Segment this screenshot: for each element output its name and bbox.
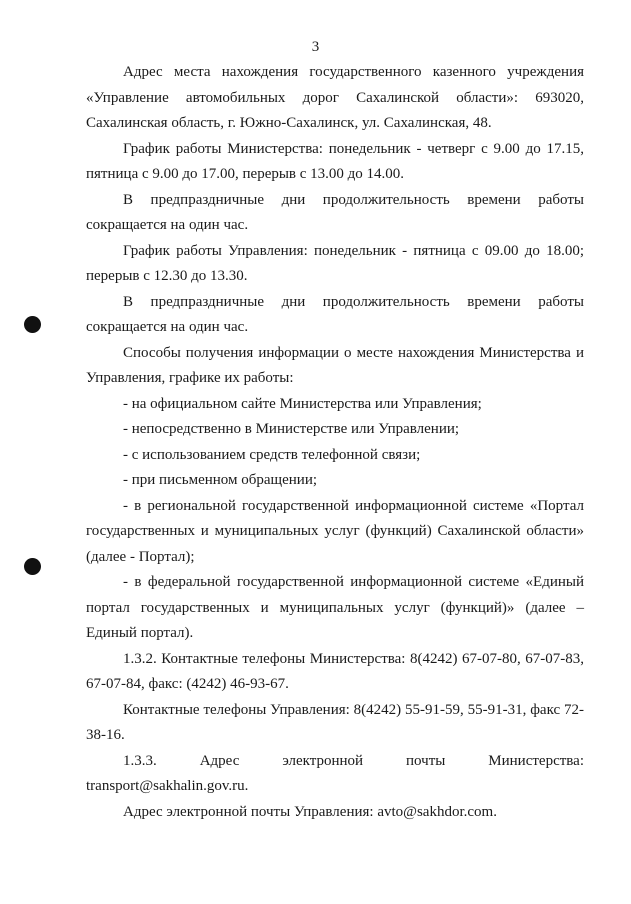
paragraph-schedule-ministry: График работы Министерства: понедельник - четверг с 9.00 до 17.15, пятница с 9.00 до 17.00, перерыв с 13.00 до 14.00.	[86, 140, 584, 182]
paragraph-email-ministry: 1.3.3. Адрес электронной почты Министерства: transport@sakhalin.gov.ru.	[86, 752, 584, 794]
binder-hole-mark	[24, 558, 41, 575]
list-item-written: - при письменном обращении;	[123, 472, 318, 488]
list-item-in-person: - непосредственно в Министерстве или Управлении;	[123, 421, 460, 437]
paragraph-address-upravlenie: Адрес места нахождения государственного казенного учреждения «Управление автомобильных дорог Сахалинской области»: 693020, Сахалинская область, г. Южно-Сахалинск, ул. Сахалинская, 48.	[86, 64, 584, 131]
list-item-regional-portal: - в региональной государственной информационной системе «Портал государственных и муниципальных услуг (функций) Сахалинской области» (далее - Портал);	[86, 497, 584, 565]
paragraph-phones-ministry: 1.3.2. Контактные телефоны Министерства: 8(4242) 67-07-80, 67-07-83, 67-07-84, факс: (4242) 46-93-67.	[86, 650, 584, 692]
paragraph-schedule-upravlenie: График работы Управления: понедельник - пятница с 09.00 до 18.00; перерыв с 12.30 до 13.30.	[86, 242, 584, 284]
paragraph-phones-upravlenie: Контактные телефоны Управления: 8(4242) 55-91-59, 55-91-31, факс 72-38-16.	[86, 701, 584, 743]
paragraph-info-methods: Способы получения информации о месте нахождения Министерства и Управления, графике их работы:	[86, 344, 584, 386]
list-item-federal-portal: - в федеральной государственной информационной системе «Единый портал государственных и муниципальных услуг (функций)» (далее – Единый портал).	[86, 574, 584, 641]
paragraph-preholiday-ministry: В предпраздничные дни продолжительность времени работы сокращается на один час.	[86, 191, 584, 233]
page-number: 3	[311, 39, 320, 55]
list-item-official-site: - на официальном сайте Министерства или Управления;	[123, 395, 482, 412]
document-body	[86, 60, 584, 825]
paragraph-preholiday-upravlenie: В предпраздничные дни продолжительность времени работы сокращается на один час.	[86, 293, 584, 335]
list-item-phone: - с использованием средств телефонной связи;	[123, 446, 421, 463]
binder-hole-mark	[24, 316, 41, 333]
paragraph-email-upravlenie: Адрес электронной почты Управления: avto@sakhdor.com.	[123, 803, 497, 820]
